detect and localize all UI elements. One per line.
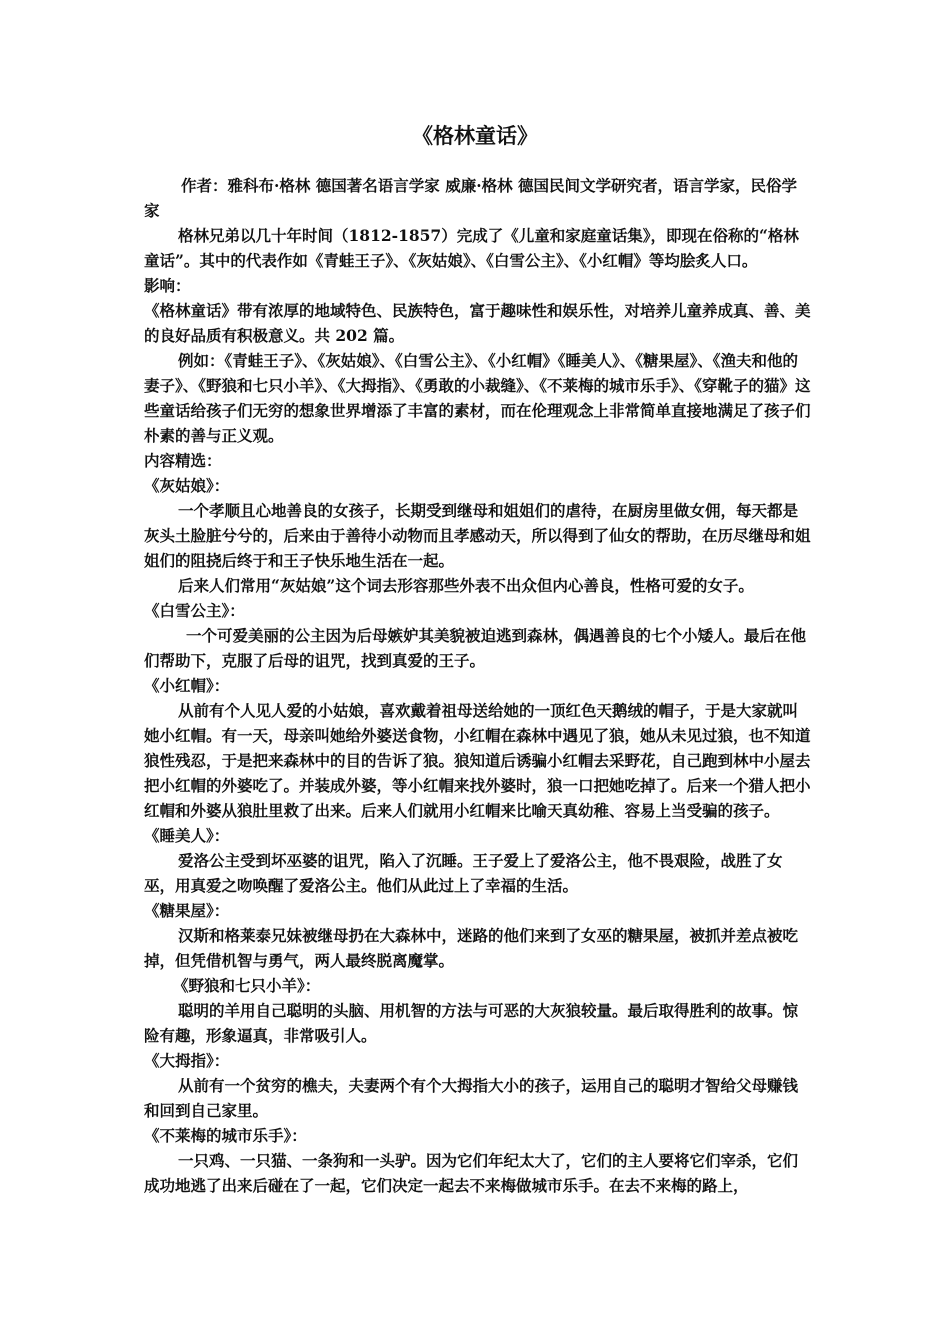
story-text-thumbling: 从前有一个贫穷的樵夫，夫妻两个有个大拇指大小的孩子，运用自己的聪明才智给父母赚钱和回到自己家里。 (144, 1076, 799, 1120)
intro-paragraph: 格林兄弟以几十年时间（1812-1857）完成了《儿童和家庭童话集》，即现在俗称的“格林童话”。其中的代表作如《青蛙王子》、《灰姑娘》、《白雪公主》、《小红帽》等均脍炙人口。 (144, 226, 799, 270)
story-heading-red-riding-hood: 《小红帽》： (144, 676, 230, 695)
story-heading-thumbling: 《大拇指》： (144, 1051, 230, 1070)
document-body (144, 173, 812, 1198)
story-text-cinderella: 一个孝顺且心地善良的女孩子，长期受到继母和姐姐们的虐待，在厨房里做女佣，每天都是灰头土脸脏兮兮的，后来由于善待小动物而且孝感动天，所以得到了仙女的帮助，在历尽继母和姐姐们的阻挠后终于和王子快乐地生活在一起。 (144, 501, 811, 570)
story-note-cinderella: 后来人们常用“灰姑娘”这个词去形容那些外表不出众但内心善良，性格可爱的女子。 (178, 576, 754, 595)
story-text-candy-house: 汉斯和格莱泰兄妹被继母扔在大森林中，迷路的他们来到了女巫的糖果屋，被抓并差点被吃掉，但凭借机智与勇气，两人最终脱离魔掌。 (144, 926, 799, 970)
story-heading-snow-white: 《白雪公主》： (144, 601, 245, 620)
section-label-selections: 内容精选： (144, 451, 222, 470)
story-heading-bremen-musicians: 《不莱梅的城市乐手》： (144, 1126, 307, 1145)
story-heading-cinderella: 《灰姑娘》： (144, 476, 230, 495)
document-title: 《格林童话》 (412, 123, 538, 148)
section-label-influence: 影响： (144, 276, 191, 295)
influence-paragraph: 《格林童话》带有浓厚的地域特色、民族特色，富于趣味性和娱乐性，对培养儿童养成真、善、美的良好品质有积极意义。共 202 篇。 (144, 301, 811, 345)
examples-paragraph: 例如：《青蛙王子》、《灰姑娘》、《白雪公主》、《小红帽》《睡美人》、《糖果屋》、《渔夫和他的妻子》、《野狼和七只小羊》、《大拇指》、《勇敢的小裁缝》、《不莱梅的城市乐手》、《穿靴子的猫》这些童话给孩子们无穷的想象世界增添了丰富的素材，而在伦理观念上非常简单直接地满足了孩子们朴素的善与正义观。 (144, 351, 811, 445)
story-heading-candy-house: 《糖果屋》： (144, 901, 230, 920)
authors-paragraph: 作者：雅科布·格林 德国著名语言学家 威廉·格林 德国民间文学研究者，语言学家，民俗学家 (144, 176, 797, 220)
story-text-red-riding-hood: 从前有个人见人爱的小姑娘，喜欢戴着祖母送给她的一顶红色天鹅绒的帽子，于是大家就叫她小红帽。有一天，母亲叫她给外婆送食物，小红帽在森林中遇见了狼，她从未见过狼，也不知道狼性残忍，于是把来森林中的目的告诉了狼。狼知道后诱骗小红帽去采野花，自己跑到林中小屋去把小红帽的外婆吃了。并装成外婆，等小红帽来找外婆时，狼一口把她吃掉了。后来一个猎人把小红帽和外婆从狼肚里救了出来。后来人们就用小红帽来比喻天真幼稚、容易上当受骗的孩子。 (144, 701, 811, 820)
story-heading-wolf-and-kids: 《野狼和七只小羊》： (173, 976, 321, 995)
story-text-bremen-musicians: 一只鸡、一只猫、一条狗和一头驴。因为它们年纪太大了，它们的主人要将它们宰杀，它们成功地逃了出来后碰在了一起，它们决定一起去不来梅做城市乐手。在去不来梅的路上， (144, 1151, 799, 1195)
story-text-snow-white: 一个可爱美丽的公主因为后母嫉妒其美貌被迫逃到森林，偶遇善良的七个小矮人。最后在他们帮助下，克服了后母的诅咒，找到真爱的王子。 (144, 626, 807, 670)
story-text-sleeping-beauty: 爱洛公主受到坏巫婆的诅咒，陷入了沉睡。王子爱上了爱洛公主，他不畏艰险，战胜了女巫，用真爱之吻唤醒了爱洛公主。他们从此过上了幸福的生活。 (144, 851, 783, 895)
story-text-wolf-and-kids: 聪明的羊用自己聪明的头脑、用机智的方法与可恶的大灰狼较量。最后取得胜利的故事。惊险有趣，形象逼真，非常吸引人。 (144, 1001, 799, 1045)
story-heading-sleeping-beauty: 《睡美人》： (144, 826, 230, 845)
